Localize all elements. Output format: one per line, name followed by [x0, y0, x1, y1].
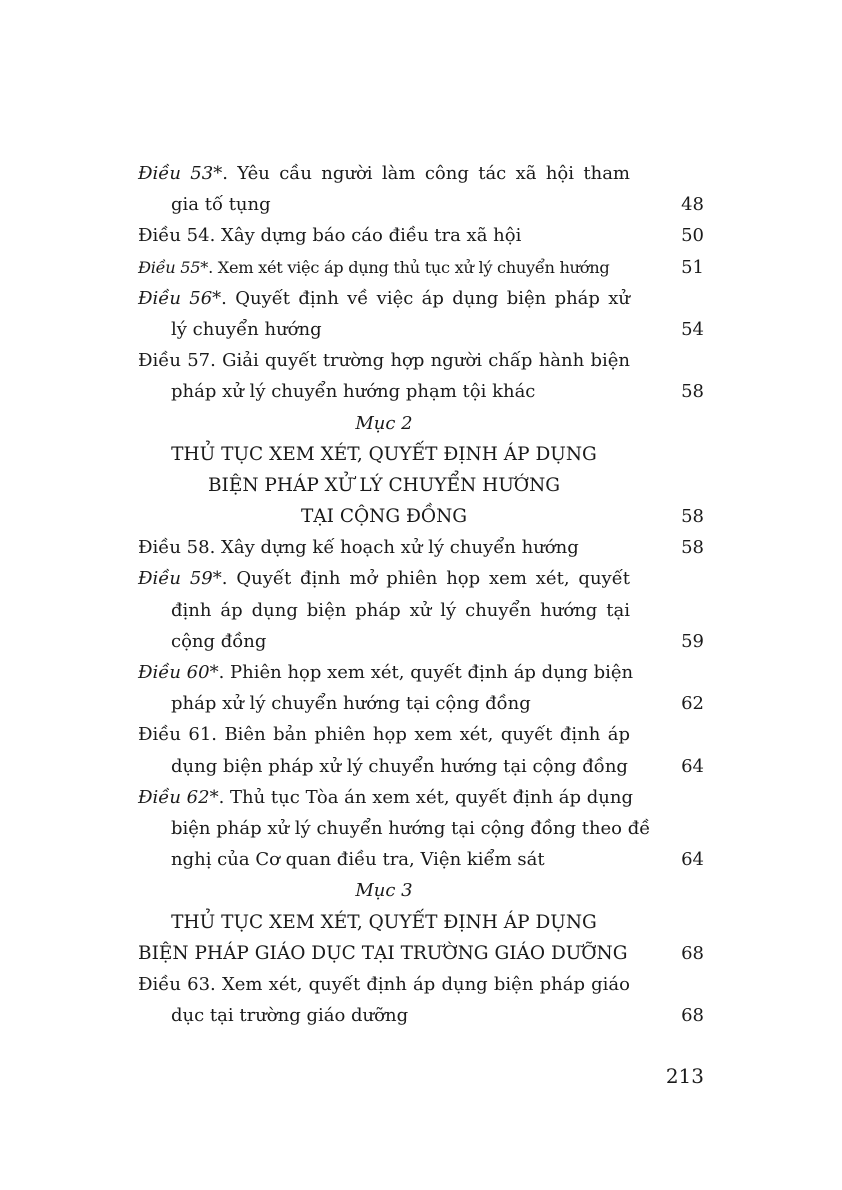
table-of-contents [138, 158, 704, 1031]
article-title-cont: định áp dụng biện pháp xử lý chuyển hướng tại [171, 599, 630, 621]
section-heading: THỦ TỤC XEM XÉT, QUYẾT ĐỊNH ÁP DỤNG [171, 911, 597, 933]
section-heading: THỦ TỤC XEM XÉT, QUYẾT ĐỊNH ÁP DỤNG [171, 443, 597, 465]
section-label: Mục 3 [355, 880, 413, 902]
toc-entry-62 [138, 782, 704, 813]
toc-entry-text [138, 252, 609, 283]
page-ref: 64 [681, 849, 704, 871]
page-ref: 68 [681, 942, 704, 964]
section-3-heading-line-2 [138, 938, 704, 969]
article-title: . Thủ tục Tòa án xem xét, quyết định áp dụng [218, 786, 633, 808]
page-ref: 48 [681, 194, 704, 216]
page-ref: 59 [681, 630, 704, 652]
section-2-heading-line-2 [138, 470, 704, 501]
toc-entry-text [138, 283, 630, 314]
toc-entry-62-line-2 [138, 813, 704, 844]
toc-entry-53 [138, 158, 704, 189]
toc-entry-54 [138, 220, 704, 251]
article-title: . Quyết định mở phiên họp xem xét, quyết [221, 568, 631, 590]
article-label: Điều 62* [138, 786, 219, 808]
toc-entry-56-cont [138, 314, 704, 345]
toc-entry-55 [138, 252, 704, 283]
page-ref: 64 [681, 755, 704, 777]
toc-entry-60-cont [138, 688, 704, 719]
section-heading: BIỆN PHÁP XỬ LÝ CHUYỂN HƯỚNG [207, 474, 561, 496]
page-ref: 58 [681, 537, 704, 559]
article-title: Điều 58. Xây dựng kế hoạch xử lý chuyển hướng [138, 537, 579, 559]
article-title: Điều 54. Xây dựng báo cáo điều tra xã hội [138, 225, 522, 247]
toc-entry-59 [138, 563, 704, 594]
toc-entry-text [138, 563, 630, 594]
section-label: Mục 2 [355, 412, 413, 434]
section-2-heading-line-3 [138, 501, 704, 532]
article-label: Điều 59* [138, 568, 222, 590]
article-title-cont: biện pháp xử lý chuyển hướng tại cộng đồng theo đề [171, 817, 651, 839]
page-ref: 62 [681, 693, 704, 715]
page-ref: 50 [681, 225, 704, 247]
article-title: . Phiên họp xem xét, quyết định áp dụng biện [218, 662, 634, 683]
page-ref: 68 [681, 1005, 704, 1027]
article-title-cont: pháp xử lý chuyển hướng tại cộng đồng [171, 693, 531, 715]
article-title-cont: dụng biện pháp xử lý chuyển hướng tại cộng đồng [171, 755, 628, 777]
article-title-cont: gia tố tụng [171, 194, 271, 216]
article-title: . Quyết định về việc áp dụng biện pháp xử [221, 287, 630, 309]
article-label: Điều 55* [138, 257, 209, 277]
article-title-cont: pháp xử lý chuyển hướng phạm tội khác [171, 381, 536, 403]
toc-entry-58 [138, 532, 704, 563]
toc-entry-53-cont [138, 189, 704, 220]
section-2-label-row [138, 408, 704, 439]
article-title-cont: cộng đồng [171, 630, 267, 652]
section-2-heading-line-1 [138, 439, 704, 470]
toc-entry-text [138, 657, 634, 688]
page-ref: 58 [681, 506, 704, 528]
toc-entry-57 [138, 345, 704, 376]
article-title: . Yêu cầu người làm công tác xã hội tham [222, 163, 631, 184]
toc-entry-63-cont [138, 1000, 704, 1031]
section-3-label-row [138, 875, 704, 906]
page-ref: 51 [681, 256, 704, 278]
article-label: Điều 53* [138, 163, 223, 184]
page-ref: 58 [681, 381, 704, 403]
article-title-cont: nghị của Cơ quan điều tra, Viện kiểm sát [171, 849, 545, 871]
article-title: . Xem xét việc áp dụng thủ tục xử lý chuyển hướng [208, 257, 610, 277]
toc-entry-59-line-2 [138, 595, 704, 626]
toc-entry-57-cont [138, 376, 704, 407]
article-title: Điều 63. Xem xét, quyết định áp dụng biện pháp giáo [138, 973, 630, 995]
article-label: Điều 56* [138, 287, 222, 309]
page-number: 213 [665, 1064, 704, 1088]
section-heading: TẠI CỘNG ĐỒNG [300, 506, 468, 528]
toc-entry-56 [138, 283, 704, 314]
toc-entry-text [138, 158, 630, 189]
toc-entry-61-cont [138, 751, 704, 782]
toc-entry-62-cont [138, 844, 704, 875]
article-title: Điều 57. Giải quyết trường hợp người chấp hành biện [138, 350, 630, 372]
page-ref: 54 [681, 318, 704, 340]
article-title-cont: lý chuyển hướng [171, 318, 322, 340]
toc-entry-59-cont [138, 626, 704, 657]
toc-entry-60 [138, 657, 704, 688]
toc-entry-61 [138, 719, 704, 750]
section-3-heading-line-1 [138, 907, 704, 938]
toc-entry-text [138, 782, 633, 813]
article-title-cont: dục tại trường giáo dưỡng [171, 1005, 409, 1027]
article-title: Điều 61. Biên bản phiên họp xem xét, quyết định áp [138, 724, 630, 746]
article-label: Điều 60* [138, 662, 219, 683]
section-heading: BIỆN PHÁP GIÁO DỤC TẠI TRƯỜNG GIÁO DƯỠNG [138, 942, 628, 964]
toc-entry-63 [138, 969, 704, 1000]
